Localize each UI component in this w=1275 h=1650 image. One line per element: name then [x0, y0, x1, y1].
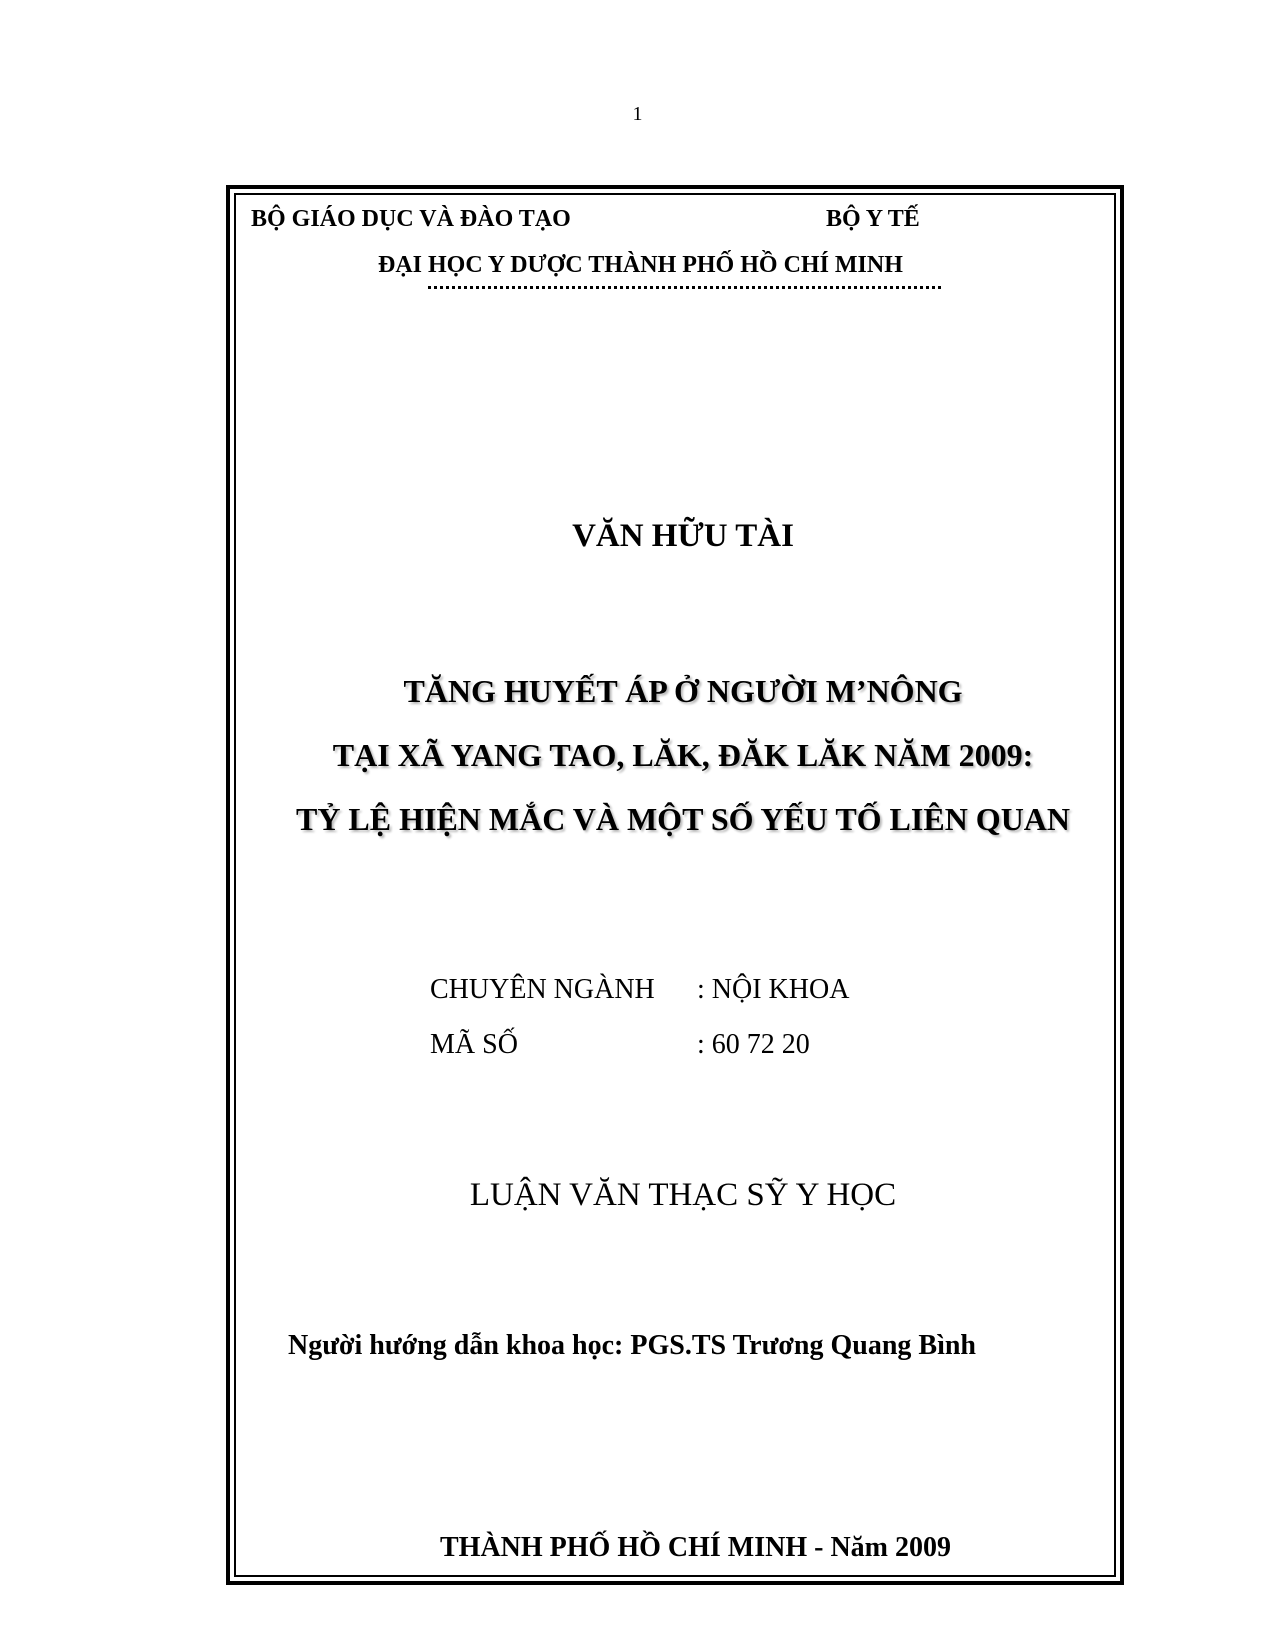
- supervisor-label: Người hướng dẫn khoa học:: [288, 1330, 624, 1361]
- page-number: 1: [632, 103, 643, 125]
- specialization-value: : NỘI KHOA: [697, 974, 850, 1005]
- degree-title: LUẬN VĂN THẠC SỸ Y HỌC: [469, 1177, 897, 1213]
- dotted-divider: [428, 286, 941, 289]
- thesis-title-line-2: TẠI XÃ YANG TAO, LĂK, ĐĂK LĂK NĂM 2009:: [332, 737, 1034, 773]
- footer-place-year: THÀNH PHỐ HỒ CHÍ MINH - Năm 2009: [440, 1532, 951, 1563]
- supervisor-name: PGS.TS Trương Quang Bình: [630, 1330, 976, 1361]
- inner-border: [234, 193, 1116, 1577]
- supervisor-line: [288, 1330, 976, 1362]
- author-name: VĂN HỮU TÀI: [572, 518, 794, 554]
- university-name: ĐẠI HỌC Y DƯỢC THÀNH PHỐ HỒ CHÍ MINH: [378, 252, 903, 278]
- thesis-title-line-3: TỶ LỆ HIỆN MẮC VÀ MỘT SỐ YẾU TỐ LIÊN QUAN: [295, 801, 1071, 837]
- code-value: : 60 72 20: [697, 1029, 810, 1060]
- ministry-health: BỘ Y TẾ: [826, 206, 920, 232]
- code-label: MÃ SỐ: [430, 1029, 518, 1060]
- thesis-title-line-1: TĂNG HUYẾT ÁP Ở NGƯỜI M’NÔNG: [403, 673, 963, 709]
- ministry-education: BỘ GIÁO DỤC VÀ ĐÀO TẠO: [251, 206, 571, 232]
- specialization-label: CHUYÊN NGÀNH: [430, 974, 655, 1005]
